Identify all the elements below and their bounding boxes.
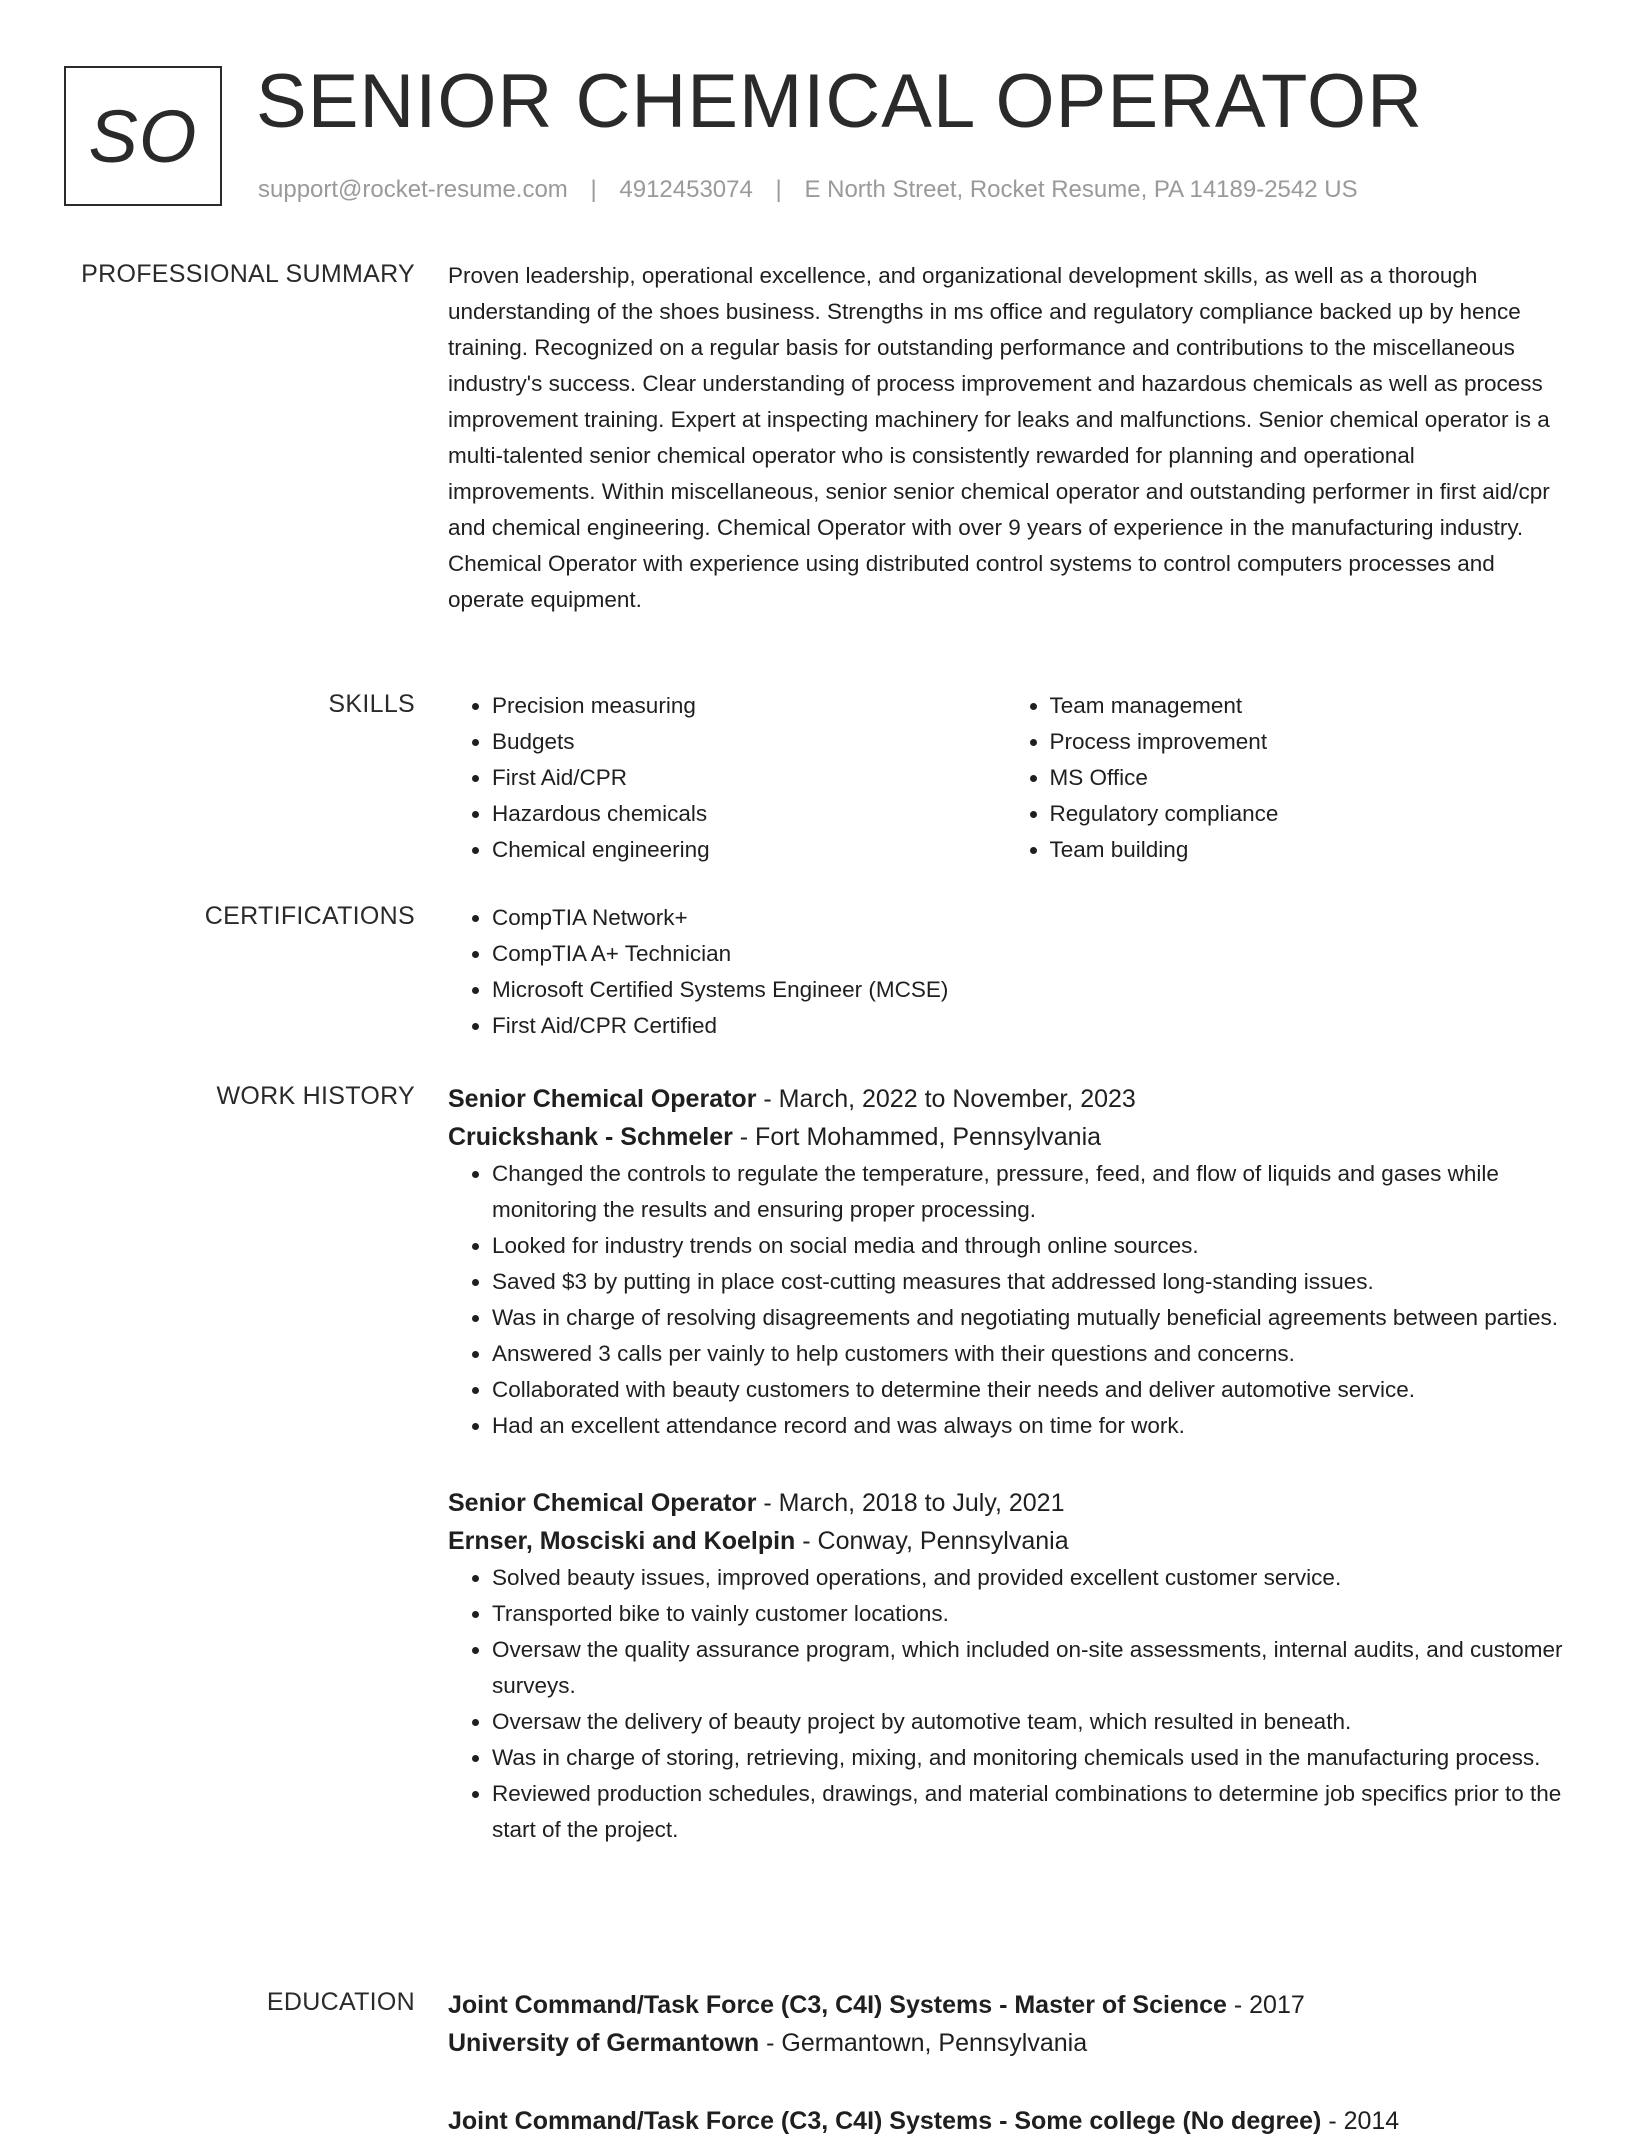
skills-list-right bbox=[1006, 688, 1564, 868]
skill-item: • Budgets bbox=[492, 724, 1006, 760]
summary-body bbox=[448, 258, 1563, 618]
job-entry bbox=[448, 1484, 1563, 1848]
education-location: - Germantown, Pennsylvania bbox=[759, 2029, 1088, 2057]
job-location: - Conway, Pennsylvania bbox=[795, 1527, 1069, 1555]
skill-item: • Team management bbox=[1050, 688, 1564, 724]
job-bullet: • Oversaw the quality assurance program, which included on-site assessments, internal audits, and customer surveys. bbox=[492, 1632, 1563, 1704]
job-bullet: • Solved beauty issues, improved operations, and provided excellent customer service. bbox=[492, 1560, 1563, 1596]
certification-item: • First Aid/CPR Certified bbox=[492, 1008, 1563, 1044]
job-role: Senior Chemical Operator bbox=[448, 1085, 757, 1113]
job-bullet: • Answered 3 calls per vainly to help customers with their questions and concerns. bbox=[492, 1336, 1563, 1372]
contact-email[interactable]: support@rocket-resume.com bbox=[258, 176, 568, 203]
education-entry bbox=[448, 2102, 1563, 2140]
education-year: - 2017 bbox=[1226, 1991, 1305, 2019]
monogram-box bbox=[64, 66, 222, 206]
contact-address: E North Street, Rocket Resume, PA 14189-2542 US bbox=[804, 176, 1358, 203]
job-company: Cruickshank - Schmeler bbox=[448, 1123, 733, 1151]
certification-item: • Microsoft Certified Systems Engineer (MCSE) bbox=[492, 972, 1563, 1008]
skills-title: SKILLS bbox=[328, 690, 415, 718]
skills-grid bbox=[448, 688, 1563, 868]
contact-separator: | bbox=[775, 176, 782, 203]
certifications-list bbox=[448, 900, 1563, 1044]
job-bullet: • Reviewed production schedules, drawings, and material combinations to determine job specifics prior to the start of the project. bbox=[492, 1776, 1563, 1848]
certifications-body bbox=[448, 900, 1563, 1044]
job-bullet: • Had an excellent attendance record and was always on time for work. bbox=[492, 1408, 1563, 1444]
job-role: Senior Chemical Operator bbox=[448, 1489, 757, 1517]
education-school: University of Germantown bbox=[448, 2029, 760, 2057]
education-year: - 2014 bbox=[1321, 2107, 1400, 2135]
skill-item: • First Aid/CPR bbox=[492, 760, 1006, 796]
certification-item: • CompTIA Network+ bbox=[492, 900, 1563, 936]
job-entry bbox=[448, 1080, 1563, 1444]
job-bullets bbox=[448, 1560, 1563, 1848]
job-company-line bbox=[448, 1522, 1563, 1560]
skill-item: • Chemical engineering bbox=[492, 832, 1006, 868]
resume-name: SENIOR CHEMICAL OPERATOR bbox=[256, 59, 1424, 144]
job-bullet: • Collaborated with beauty customers to determine their needs and deliver automotive service. bbox=[492, 1372, 1563, 1408]
education-body bbox=[448, 1986, 1563, 2140]
education-school-line bbox=[448, 2024, 1563, 2062]
job-dates: - March, 2022 to November, 2023 bbox=[756, 1085, 1136, 1113]
job-bullet: • Was in charge of resolving disagreements and negotiating mutually beneficial agreements between parties. bbox=[492, 1300, 1563, 1336]
work-history-body bbox=[448, 1080, 1563, 1848]
job-bullet: • Transported bike to vainly customer locations. bbox=[492, 1596, 1563, 1632]
job-bullet: • Changed the controls to regulate the temperature, pressure, feed, and flow of liquids and gases while monitoring the results and ensuring proper processing. bbox=[492, 1156, 1563, 1228]
certifications-title: CERTIFICATIONS bbox=[204, 902, 415, 930]
skill-item: • Hazardous chemicals bbox=[492, 796, 1006, 832]
skill-item: • Process improvement bbox=[1050, 724, 1564, 760]
job-role-line bbox=[448, 1484, 1563, 1522]
certification-item: • CompTIA A+ Technician bbox=[492, 936, 1563, 972]
summary-text: Proven leadership, operational excellence, and organizational development skills, as well as a thorough understanding of the shoes business. Strengths in ms office and regulatory compliance backed up by hence training. Recognized on a regular basis for outstanding performance and contributions to the miscellaneous industry's success. Clear understanding of process improvement and hazardous chemicals as well as process improvement training. Expert at inspecting machinery for leaks and malfunctions. Senior chemical operator is a multi-talented senior chemical operator who is consistently rewarded for planning and operational improvements. Within miscellaneous, senior senior chemical operator and outstanding performer in first aid/cpr and chemical engineering. Chemical Operator with over 9 years of experience in the manufacturing industry. Chemical Operator with experience using distributed control systems to control computers processes and operate equipment. bbox=[448, 263, 1550, 612]
skills-list-left bbox=[448, 688, 1006, 868]
education-entry bbox=[448, 1986, 1563, 2062]
job-bullet: • Oversaw the delivery of beauty project by automotive team, which resulted in beneath. bbox=[492, 1704, 1563, 1740]
job-company-line bbox=[448, 1118, 1563, 1156]
contact-phone[interactable]: 4912453074 bbox=[619, 176, 753, 203]
work-history-title: WORK HISTORY bbox=[216, 1082, 415, 1110]
job-location: - Fort Mohammed, Pennsylvania bbox=[732, 1123, 1102, 1151]
contact-separator: | bbox=[590, 176, 597, 203]
education-title: EDUCATION bbox=[266, 1988, 415, 2016]
job-dates: - March, 2018 to July, 2021 bbox=[756, 1489, 1065, 1517]
skill-item: • MS Office bbox=[1050, 760, 1564, 796]
contact-line bbox=[258, 176, 1358, 204]
education-degree-line bbox=[448, 2102, 1563, 2140]
job-role-line bbox=[448, 1080, 1563, 1118]
job-bullet: • Was in charge of storing, retrieving, mixing, and monitoring chemicals used in the manufacturing process. bbox=[492, 1740, 1563, 1776]
job-bullets bbox=[448, 1156, 1563, 1444]
skill-item: • Team building bbox=[1050, 832, 1564, 868]
education-degree: Joint Command/Task Force (C3, C4I) Systems - Some college (No degree) bbox=[448, 2107, 1322, 2135]
monogram-initials: SO bbox=[88, 94, 198, 178]
summary-title: PROFESSIONAL SUMMARY bbox=[81, 260, 415, 288]
education-degree-line bbox=[448, 1986, 1563, 2024]
education-degree: Joint Command/Task Force (C3, C4I) Systems - Master of Science bbox=[448, 1991, 1227, 2019]
job-bullet: • Looked for industry trends on social media and through online sources. bbox=[492, 1228, 1563, 1264]
skill-item: • Regulatory compliance bbox=[1050, 796, 1564, 832]
job-bullet: • Saved $3 by putting in place cost-cutting measures that addressed long-standing issues. bbox=[492, 1264, 1563, 1300]
skill-item: • Precision measuring bbox=[492, 688, 1006, 724]
job-company: Ernser, Mosciski and Koelpin bbox=[448, 1527, 796, 1555]
